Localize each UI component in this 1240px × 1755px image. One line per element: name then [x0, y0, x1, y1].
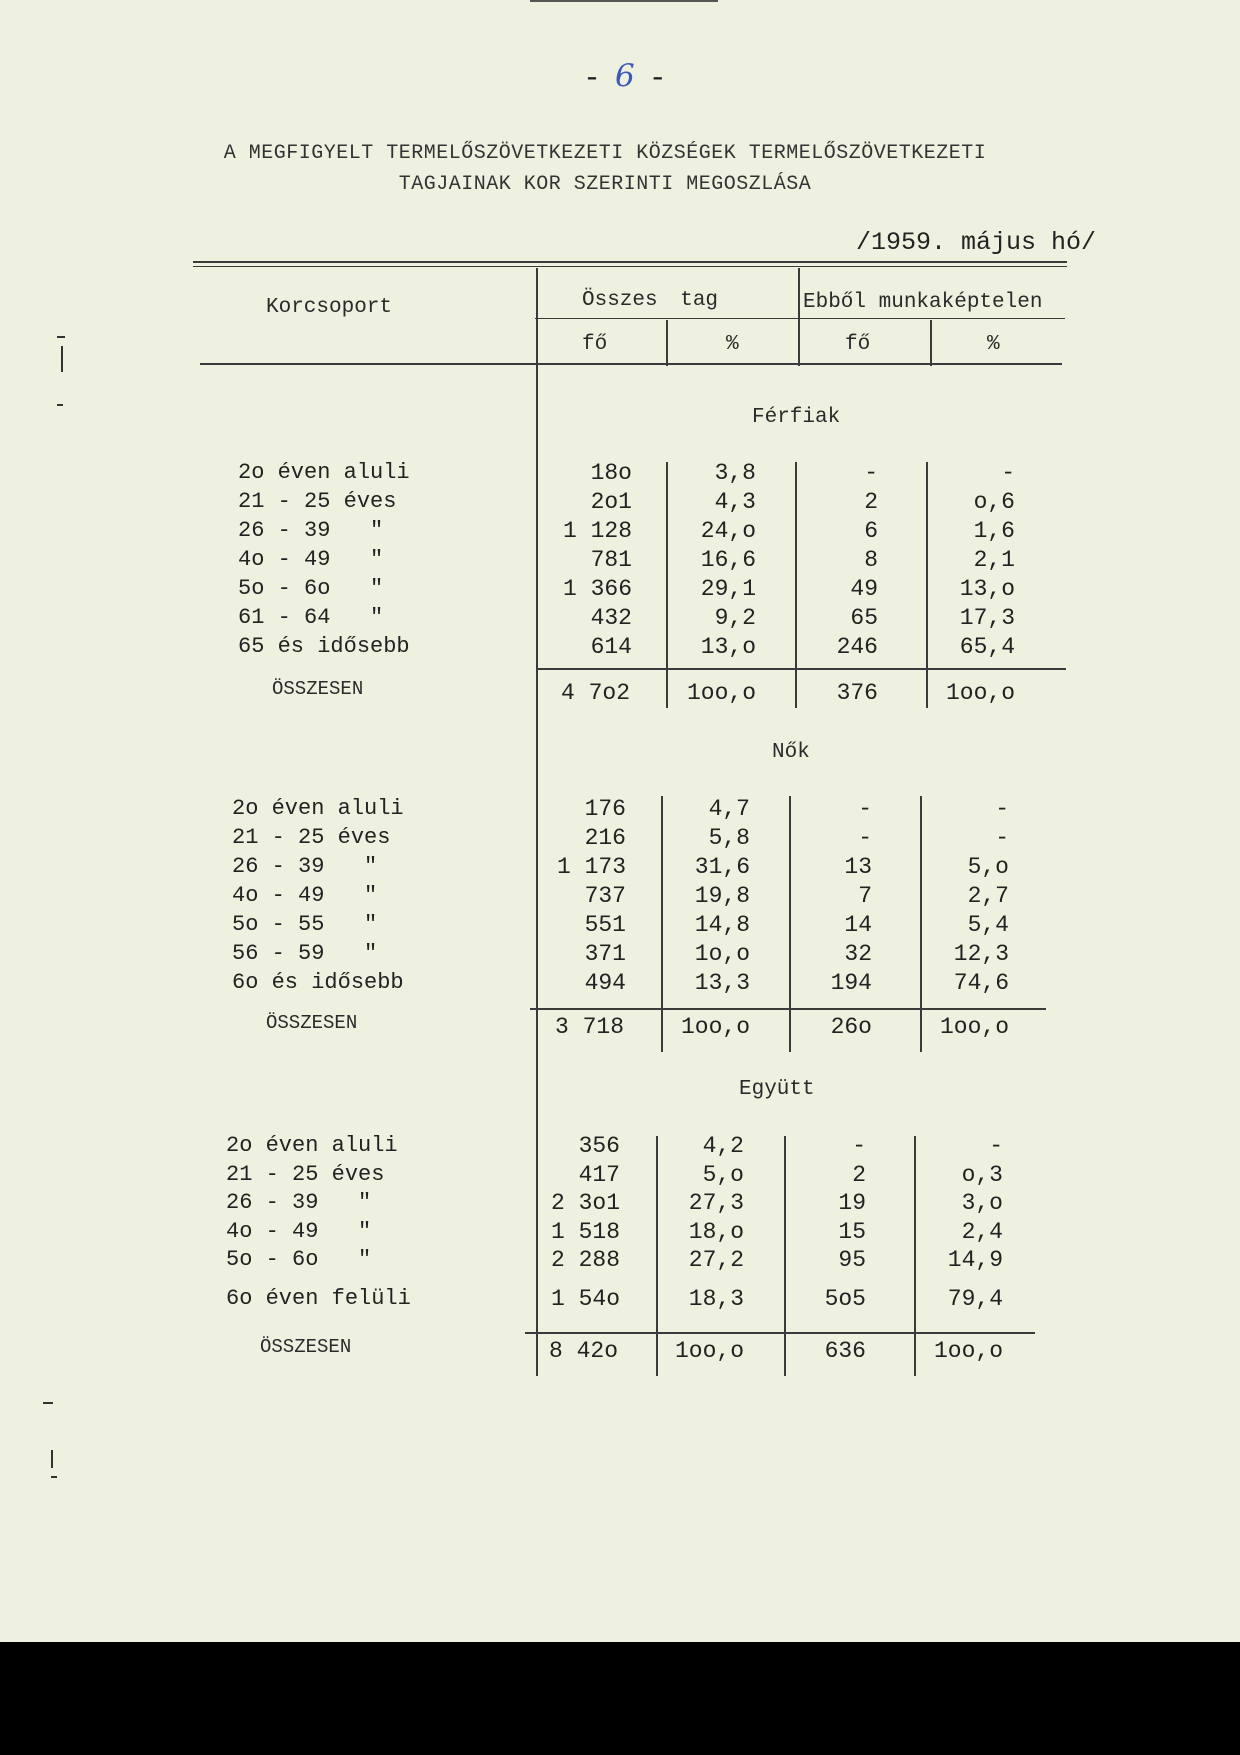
cell-mk-pct: 65,4 [959, 634, 1015, 660]
cell-fo: 1 518 [550, 1218, 620, 1245]
cell-fo: 1 173 [556, 854, 626, 880]
cell-pct: 14,8 [694, 912, 750, 938]
row-label: 5o - 6o " [238, 576, 384, 601]
cell-pct: 29,1 [700, 576, 756, 602]
margin-mark [61, 346, 63, 372]
cell-mk-fo: 2 [864, 489, 878, 515]
cell-mk-fo: 15 [838, 1218, 866, 1245]
cell-pct: 1o,o [694, 941, 750, 967]
margin-mark [43, 1402, 53, 1404]
row-label: 21 - 25 éves [226, 1161, 385, 1187]
row-label: 4o - 49 " [238, 547, 384, 572]
column-divider [656, 1136, 658, 1376]
cell-pct: 24,o [700, 518, 756, 544]
row-label: 26 - 39 " [232, 854, 378, 879]
cell-mk-pct: o,6 [973, 489, 1015, 515]
row-label: 26 - 39 " [238, 518, 384, 543]
cell-fo: 614 [590, 634, 632, 660]
cell-pct: 13,3 [694, 970, 750, 996]
total-mk-fo: 636 [824, 1338, 866, 1364]
table-top-rule-2 [193, 266, 1067, 267]
cell-fo: 494 [584, 970, 626, 996]
cell-mk-pct: 14,9 [947, 1247, 1003, 1273]
cell-mk-fo: 32 [844, 941, 872, 967]
header-osszes-tag: Összes tag [582, 289, 719, 312]
cell-fo: 216 [584, 825, 626, 851]
cell-mk-fo: 13 [844, 854, 872, 880]
margin-mark [57, 336, 65, 338]
total-label: ÖSSZESEN [260, 1336, 352, 1358]
cell-mk-pct: 2,1 [973, 547, 1015, 573]
cell-fo: 2o1 [590, 489, 632, 515]
row-label: 4o - 49 " [232, 883, 378, 908]
cell-fo: 417 [578, 1161, 620, 1188]
document-title-line1: A MEGFIGYELT TERMELŐSZÖVETKEZETI KÖZSÉGEK TERMELŐSZÖVETKEZETI [223, 142, 987, 165]
cell-pct: 18,3 [688, 1285, 744, 1312]
cell-mk-pct: 5,o [967, 854, 1009, 880]
header-pct-2: % [987, 333, 1000, 356]
cell-mk-fo: - [852, 1133, 866, 1159]
cell-fo: 2 288 [550, 1247, 620, 1273]
cell-mk-fo: 19 [838, 1190, 866, 1216]
cell-mk-pct: 2,7 [967, 883, 1009, 909]
row-label: 5o - 6o " [226, 1247, 372, 1272]
total-pct: 1oo,o [680, 1014, 750, 1040]
cell-pct: 31,6 [694, 854, 750, 880]
cell-mk-fo: 14 [844, 912, 872, 938]
cell-mk-pct: 5,4 [967, 912, 1009, 938]
total-mk-pct: 1oo,o [945, 680, 1015, 706]
cell-fo: 781 [590, 547, 632, 573]
cell-mk-fo: 2 [852, 1161, 866, 1188]
cell-pct: 27,2 [688, 1247, 744, 1273]
page-number-dash-left: - [583, 62, 602, 96]
row-label: 2o éven aluli [238, 460, 410, 485]
column-divider [914, 1136, 916, 1376]
row-label: 56 - 59 " [232, 941, 378, 966]
cell-pct: 4,7 [708, 796, 750, 822]
cell-mk-fo: 6 [864, 518, 878, 544]
total-rule [525, 1332, 1035, 1334]
cell-mk-pct: o,3 [961, 1161, 1003, 1188]
row-label: 61 - 64 " [238, 605, 384, 630]
cell-mk-pct: - [995, 825, 1009, 851]
cell-mk-fo: 95 [838, 1247, 866, 1273]
header-bottom-rule [200, 363, 1062, 365]
cell-mk-fo: 8 [864, 547, 878, 573]
document-date: /1959. május hó/ [856, 228, 1097, 257]
page-number: 6 [615, 58, 635, 94]
row-label: 5o - 55 " [232, 912, 378, 937]
section-title: Nők [772, 741, 810, 764]
header-fo-2: fő [845, 333, 871, 356]
cell-fo: 737 [584, 883, 626, 909]
cell-pct: 16,6 [700, 547, 756, 573]
cell-mk-pct: 13,o [959, 576, 1015, 602]
cell-mk-pct: 2,4 [961, 1218, 1003, 1245]
cell-pct: 27,3 [688, 1190, 744, 1216]
cell-pct: 9,2 [714, 605, 756, 631]
cell-mk-pct: - [989, 1133, 1003, 1159]
cell-fo: 1 128 [562, 518, 632, 544]
cell-mk-fo: 49 [850, 576, 878, 602]
cell-pct: 13,o [700, 634, 756, 660]
header-korcsoport: Korcsoport [266, 296, 393, 319]
row-label: 2o éven aluli [226, 1133, 398, 1158]
cell-mk-pct: 74,6 [953, 970, 1009, 996]
cell-pct: 5,8 [708, 825, 750, 851]
row-label: 26 - 39 " [226, 1190, 372, 1215]
cell-fo: 18o [590, 460, 632, 486]
cell-mk-pct: - [995, 796, 1009, 822]
cell-fo: 356 [578, 1133, 620, 1159]
total-rule [536, 668, 1066, 670]
total-fo: 8 42o [548, 1338, 618, 1364]
total-mk-pct: 1oo,o [939, 1014, 1009, 1040]
cell-pct: 4,2 [702, 1133, 744, 1159]
section-title: Együtt [739, 1078, 815, 1101]
cell-fo: 1 366 [562, 576, 632, 602]
cell-pct: 19,8 [694, 883, 750, 909]
cell-pct: 4,3 [714, 489, 756, 515]
row-label: 6o és idősebb [232, 970, 404, 995]
total-mk-fo: 26o [830, 1014, 872, 1040]
page-number-line [583, 58, 667, 96]
cell-pct: 18,o [688, 1218, 744, 1245]
cell-mk-pct: 79,4 [947, 1285, 1003, 1312]
total-fo: 4 7o2 [560, 680, 630, 706]
cell-pct: 3,8 [714, 460, 756, 486]
section-title: Férfiak [752, 406, 841, 429]
total-mk-pct: 1oo,o [933, 1338, 1003, 1364]
row-label: 4o - 49 " [226, 1218, 372, 1244]
column-divider [784, 1136, 786, 1376]
top-edge-strip [530, 0, 718, 2]
total-pct: 1oo,o [674, 1338, 744, 1364]
cell-mk-fo: 65 [850, 605, 878, 631]
cell-mk-fo: 5o5 [824, 1285, 866, 1312]
header-fo-pct-divider-1 [666, 320, 668, 366]
column-divider [920, 796, 922, 1052]
cell-mk-pct: 3,o [961, 1190, 1003, 1216]
cell-mk-fo: 7 [858, 883, 872, 909]
row-label: 21 - 25 éves [238, 489, 397, 514]
cell-mk-pct: - [1001, 460, 1015, 486]
cell-fo: 371 [584, 941, 626, 967]
header-fo-pct-divider-2 [930, 320, 932, 366]
cell-mk-fo: - [864, 460, 878, 486]
total-mk-fo: 376 [836, 680, 878, 706]
header-subrule [535, 318, 1065, 319]
cell-fo: 551 [584, 912, 626, 938]
margin-mark [51, 1476, 57, 1478]
column-divider [661, 796, 663, 1052]
cell-mk-pct: 17,3 [959, 605, 1015, 631]
column-divider [789, 796, 791, 1052]
total-pct: 1oo,o [686, 680, 756, 706]
cell-mk-fo: - [858, 825, 872, 851]
cell-mk-pct: 1,6 [973, 518, 1015, 544]
cell-fo: 432 [590, 605, 632, 631]
total-fo: 3 718 [554, 1014, 624, 1040]
cell-mk-fo: - [858, 796, 872, 822]
row-label: 21 - 25 éves [232, 825, 391, 850]
cell-fo: 2 3o1 [550, 1190, 620, 1216]
cell-mk-fo: 194 [830, 970, 872, 996]
total-label: ÖSSZESEN [272, 678, 364, 700]
page-number-dash-right: - [648, 62, 667, 96]
column-divider [666, 462, 668, 708]
table-top-rule [193, 261, 1067, 263]
margin-mark [51, 1450, 53, 1468]
row-label: 6o éven felüli [226, 1285, 411, 1311]
total-rule [530, 1008, 1046, 1010]
cell-fo: 1 54o [550, 1285, 620, 1312]
header-group-divider [798, 268, 800, 366]
header-pct-1: % [726, 333, 739, 356]
document-title-line2: TAGJAINAK KOR SZERINTI MEGOSZLÁSA [398, 173, 812, 196]
total-label: ÖSSZESEN [266, 1012, 358, 1034]
row-label: 65 és idősebb [238, 634, 410, 659]
column-divider [926, 462, 928, 708]
header-fo-1: fő [582, 333, 608, 356]
margin-mark [57, 404, 63, 406]
cell-fo: 176 [584, 796, 626, 822]
header-ebbol-munkakeptelen: Ebből munkaképtelen [803, 291, 1043, 314]
cell-mk-fo: 246 [836, 634, 878, 660]
cell-mk-pct: 12,3 [953, 941, 1009, 967]
cell-pct: 5,o [702, 1161, 744, 1188]
row-label: 2o éven aluli [232, 796, 404, 821]
column-divider [795, 462, 797, 708]
